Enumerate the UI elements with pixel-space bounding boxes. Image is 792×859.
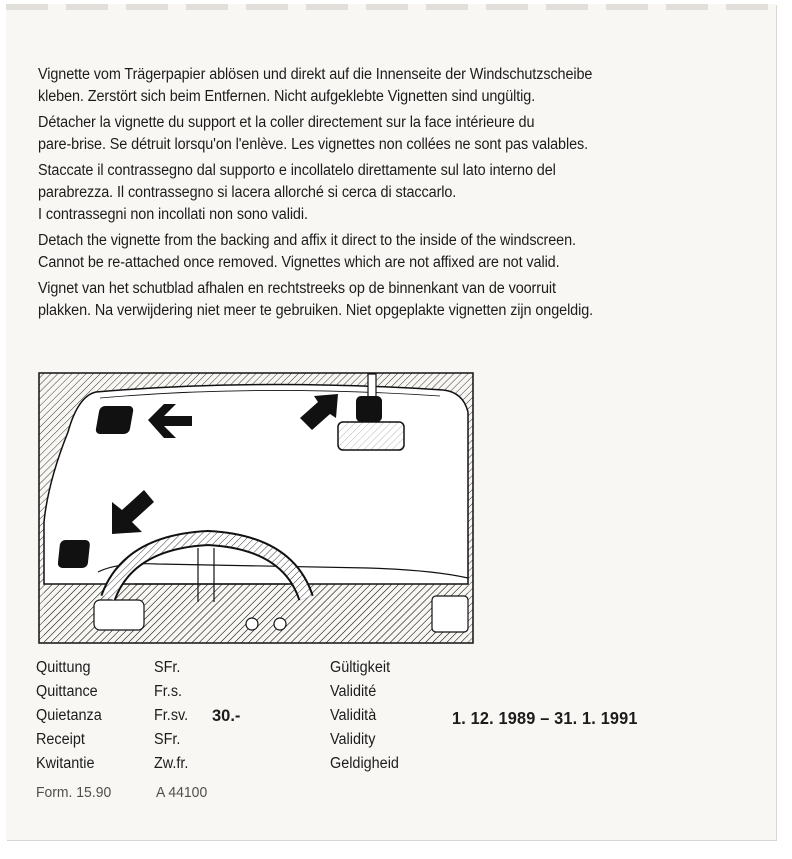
receipt-label: Quietanza (36, 707, 102, 724)
instructions-dutch (38, 278, 708, 322)
instructions-english (38, 230, 708, 274)
validity-label: Gültigkeit (330, 659, 391, 676)
instruction-line: parabrezza. Il contrassegno si lacera allorché si cerca di staccarlo. (38, 184, 457, 201)
instructions-german (38, 64, 708, 108)
currency-label: Fr.s. (154, 683, 183, 700)
vignette-card (6, 4, 776, 840)
perforation-edge (6, 4, 776, 10)
instruction-line: plakken. Na verwijdering niet meer te gebruiken. Niet opgeplakte vignetten zijn ongeldig. (38, 302, 594, 319)
validity-label: Validità (330, 707, 377, 724)
price-amount: 30.- (212, 707, 241, 725)
receipt-label: Kwitantie (36, 755, 95, 772)
currency-label: Zw.fr. (154, 755, 189, 772)
validity-label: Validité (330, 683, 377, 700)
validity-label: Geldigheid (330, 755, 399, 772)
receipt-label: Quittance (36, 683, 98, 700)
instruction-line: Vignet van het schutblad afhalen en rechtstreeks op de binnenkant van de voorruit (38, 280, 556, 297)
receipt-section (36, 656, 736, 806)
windscreen-illustration (38, 372, 474, 644)
currency-label: SFr. (154, 731, 181, 748)
validity-period: 1. 12. 1989 – 31. 1. 1991 (452, 708, 638, 728)
form-code: Form. 15.90 (36, 784, 112, 801)
instructions-french (38, 112, 708, 156)
instruction-line: I contrassegni non incollati non sono validi. (38, 206, 308, 223)
instructions-block (38, 64, 708, 326)
instruction-line: kleben. Zerstört sich beim Entfernen. Nicht aufgeklebte Vignetten sind ungültig. (38, 88, 536, 105)
instruction-line: Détacher la vignette du support et la coller directement sur la face intérieure du (38, 114, 535, 131)
currency-labels (154, 656, 188, 776)
instructions-italian (38, 160, 708, 226)
validity-labels (330, 656, 399, 776)
serial-number: A 44100 (156, 784, 208, 801)
receipt-labels (36, 656, 102, 776)
instruction-line: Detach the vignette from the backing and affix it direct to the inside of the windscreen. (38, 232, 576, 249)
receipt-label: Quittung (36, 659, 91, 676)
instruction-line: Cannot be re-attached once removed. Vignettes which are not affixed are not valid. (38, 254, 560, 271)
validity-label: Validity (330, 731, 376, 748)
instruction-line: Staccate il contrassegno dal supporto e incollatelo direttamente sul lato interno del (38, 162, 556, 179)
currency-label: Fr.sv. (154, 707, 189, 724)
instruction-line: pare-brise. Se détruit lorsqu'on l'enlève. Les vignettes non collées ne sont pas valables. (38, 136, 589, 153)
receipt-label: Receipt (36, 731, 85, 748)
currency-label: SFr. (154, 659, 181, 676)
instruction-line: Vignette vom Trägerpapier ablösen und direkt auf die Innenseite der Windschutzscheibe (38, 66, 593, 83)
